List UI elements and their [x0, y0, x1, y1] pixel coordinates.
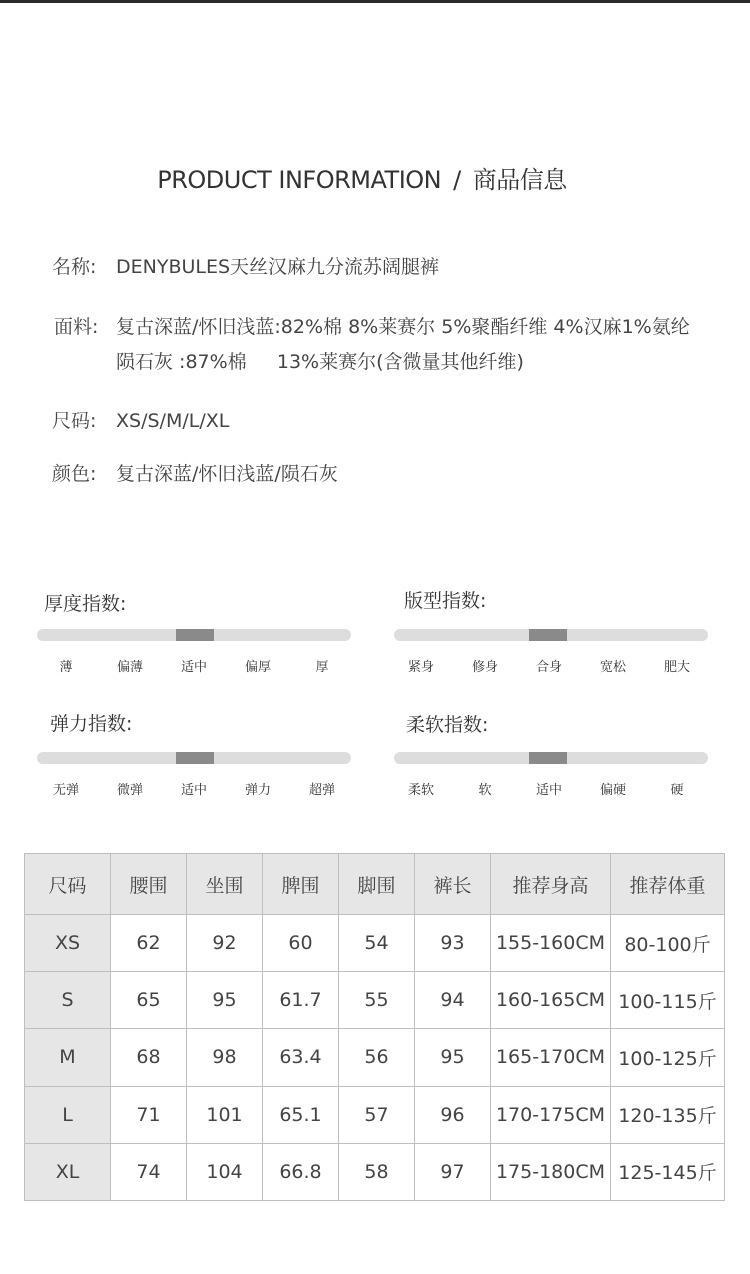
info-fabric-line1: 复古深蓝/怀旧浅蓝:82%棉 8%莱赛尔 5%聚酯纤维 4%汉麻1%氨纶 — [116, 316, 690, 338]
header-leg-opening: 脚围 — [339, 854, 415, 915]
elasticity-index-title: 弹力指数: — [50, 713, 133, 735]
table-cell: 68 — [111, 1029, 187, 1086]
title-english: PRODUCT INFORMATION — [157, 166, 442, 194]
header-recommended-height: 推荐身高 — [491, 854, 611, 915]
table-cell: 54 — [339, 915, 415, 972]
table-cell: 58 — [339, 1143, 415, 1200]
table-cell: 65 — [111, 972, 187, 1029]
fit-tick-2: 修身 — [471, 660, 498, 675]
table-row — [25, 1086, 725, 1143]
table-row — [25, 915, 725, 972]
table-cell: 97 — [415, 1143, 491, 1200]
header-recommended-weight: 推荐体重 — [611, 854, 725, 915]
fit-tick-5: 肥大 — [663, 660, 690, 675]
table-cell: 74 — [111, 1143, 187, 1200]
table-cell: 100-115斤 — [611, 972, 725, 1029]
fit-index-title: 版型指数: — [404, 590, 487, 612]
softness-tick-3: 适中 — [535, 783, 562, 798]
table-cell-size: XS — [25, 915, 111, 972]
table-cell: 104 — [187, 1143, 263, 1200]
table-cell-size: S — [25, 972, 111, 1029]
table-cell: 61.7 — [263, 972, 339, 1029]
table-cell: 155-160CM — [491, 915, 611, 972]
size-table — [24, 853, 725, 1201]
title-chinese: 商品信息 — [472, 166, 567, 194]
table-cell: 100-125斤 — [611, 1029, 725, 1086]
info-size-value: XS/S/M/L/XL — [116, 410, 230, 432]
fit-tick-1: 紧身 — [407, 660, 434, 675]
table-cell: 80-100斤 — [611, 915, 725, 972]
info-fabric-row — [54, 312, 690, 339]
table-cell: 96 — [415, 1086, 491, 1143]
table-header-row — [25, 854, 725, 915]
table-cell: 92 — [187, 915, 263, 972]
table-cell: 165-170CM — [491, 1029, 611, 1086]
table-cell-size: XL — [25, 1143, 111, 1200]
info-color-label: 颜色: — [52, 463, 97, 485]
fit-index-bar — [394, 629, 708, 641]
softness-tick-4: 偏硬 — [599, 783, 626, 798]
table-cell: 175-180CM — [491, 1143, 611, 1200]
thickness-tick-5: 厚 — [315, 660, 329, 675]
header-thigh: 脾围 — [263, 854, 339, 915]
table-row — [25, 972, 725, 1029]
info-fabric-label: 面料: — [54, 316, 99, 338]
table-cell: 56 — [339, 1029, 415, 1086]
table-cell: 101 — [187, 1086, 263, 1143]
info-fabric-line2: 陨石灰 :87%棉 13%莱赛尔(含微量其他纤维) — [116, 351, 524, 373]
info-name-label: 名称: — [52, 256, 97, 278]
section-title — [0, 160, 724, 195]
softness-tick-1: 柔软 — [407, 783, 434, 798]
thickness-tick-4: 偏厚 — [244, 660, 271, 675]
table-cell: 63.4 — [263, 1029, 339, 1086]
header-pants-length: 裤长 — [415, 854, 491, 915]
table-cell: 60 — [263, 915, 339, 972]
elasticity-tick-1: 无弹 — [52, 783, 79, 798]
info-size-row — [52, 406, 229, 433]
table-cell: 98 — [187, 1029, 263, 1086]
table-cell: 95 — [187, 972, 263, 1029]
softness-tick-2: 软 — [478, 783, 492, 798]
table-cell: 55 — [339, 972, 415, 1029]
table-cell-size: L — [25, 1086, 111, 1143]
softness-tick-5: 硬 — [670, 783, 684, 798]
fit-tick-3: 合身 — [535, 660, 562, 675]
header-size: 尺码 — [25, 854, 111, 915]
table-cell-size: M — [25, 1029, 111, 1086]
table-row — [25, 1143, 725, 1200]
info-color-value: 复古深蓝/怀旧浅蓝/陨石灰 — [116, 463, 338, 485]
table-cell: 66.8 — [263, 1143, 339, 1200]
header-hip: 坐围 — [187, 854, 263, 915]
table-cell: 71 — [111, 1086, 187, 1143]
info-size-label: 尺码: — [52, 410, 97, 432]
top-divider — [0, 0, 750, 3]
elasticity-index-bar — [37, 752, 351, 764]
thickness-tick-3: 适中 — [180, 660, 207, 675]
title-separator: / — [453, 166, 461, 194]
table-cell: 57 — [339, 1086, 415, 1143]
info-color-row — [52, 459, 338, 486]
table-cell: 160-165CM — [491, 972, 611, 1029]
thickness-tick-1: 薄 — [59, 660, 73, 675]
thickness-tick-2: 偏薄 — [116, 660, 143, 675]
table-cell: 95 — [415, 1029, 491, 1086]
elasticity-tick-3: 适中 — [180, 783, 207, 798]
elasticity-tick-2: 微弹 — [116, 783, 143, 798]
fit-tick-4: 宽松 — [599, 660, 626, 675]
thickness-index-title: 厚度指数: — [44, 593, 127, 615]
softness-index-bar — [394, 752, 708, 764]
thickness-index-marker — [176, 629, 214, 641]
table-cell: 94 — [415, 972, 491, 1029]
elasticity-tick-5: 超弹 — [308, 783, 335, 798]
info-name-row — [52, 252, 439, 279]
table-cell: 170-175CM — [491, 1086, 611, 1143]
softness-index-marker — [529, 752, 567, 764]
table-cell: 65.1 — [263, 1086, 339, 1143]
table-row — [25, 1029, 725, 1086]
table-cell: 93 — [415, 915, 491, 972]
header-waist: 腰围 — [111, 854, 187, 915]
elasticity-tick-4: 弹力 — [244, 783, 271, 798]
softness-index-title: 柔软指数: — [406, 714, 489, 736]
table-cell: 62 — [111, 915, 187, 972]
elasticity-index-marker — [176, 752, 214, 764]
fit-index-marker — [529, 629, 567, 641]
thickness-index-bar — [37, 629, 351, 641]
table-cell: 120-135斤 — [611, 1086, 725, 1143]
info-name-value: DENYBULES天丝汉麻九分流苏阔腿裤 — [116, 256, 440, 278]
table-cell: 125-145斤 — [611, 1143, 725, 1200]
